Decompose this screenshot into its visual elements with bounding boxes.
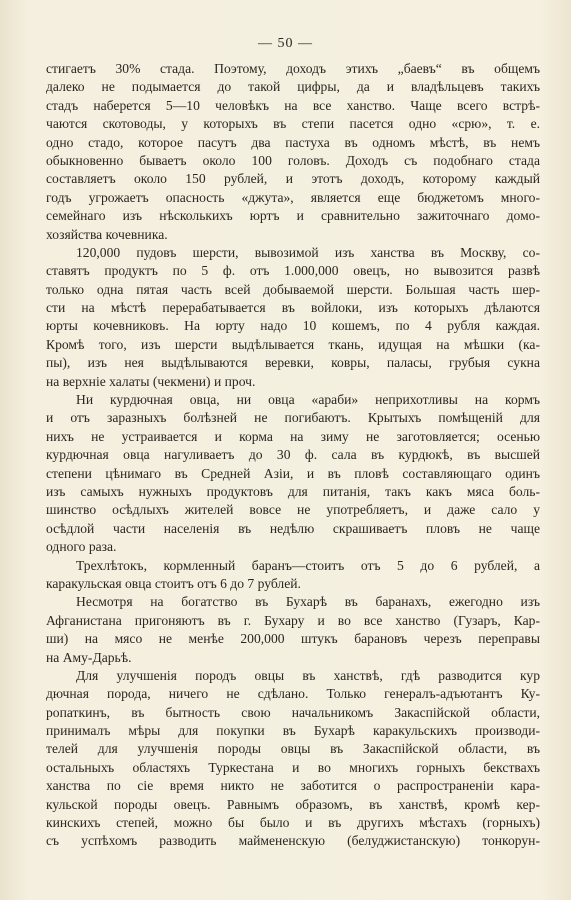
- text-line: принималъ мѣры для покупки въ Бухарѣ каракульскихъ производи-: [46, 723, 540, 739]
- text-line: дючная порода, ничего не сдѣлано. Только генералъ-адъютантъ Ку-: [46, 686, 540, 702]
- text-line: нихъ не устраивается и корма на зиму не заготовляется; осенью: [46, 428, 540, 444]
- text-line: и отъ заразныхъ болѣзней не погибаютъ. Крытыхъ помѣщеній для: [46, 410, 540, 426]
- paragraph: [46, 244, 540, 391]
- text-line: ханства по сіе время никто не заботится о распространеніи кара-: [46, 778, 540, 794]
- text-line: обыкновенно бываетъ около 100 головъ. Доходъ съ подобнаго стада: [46, 152, 540, 168]
- text-line: Для улучшенія породъ овцы въ ханствѣ, гдѣ разводится кур: [76, 667, 540, 683]
- text-line: только одна пятая часть всей добываемой шерсти. Большая часть шер-: [46, 281, 540, 297]
- text-line: одного раза.: [46, 539, 117, 555]
- paragraph: [46, 667, 540, 851]
- text-line: стадъ наберется 5—10 человѣкъ на все ханство. Чаще всего встрѣ-: [46, 97, 540, 113]
- text-line: каракульская овца стоитъ отъ 6 до 7 рублей.: [46, 575, 301, 591]
- text-line: далеко не подымается до такой цифры, да и владѣльцевъ такихъ: [46, 79, 540, 95]
- text-line: Кромѣ того, изъ шерсти выдѣлывается ткань, идущая на мѣшки (ка-: [46, 336, 540, 352]
- text-line: сти на мѣстѣ перерабатывается въ войлоки, изъ которыхъ дѣлаются: [46, 300, 540, 316]
- text-line: хозяйства кочевника.: [46, 226, 168, 242]
- text-line: курдючная овца нагуливаетъ до 30 ф. сала въ курдюкѣ, въ высшей: [46, 447, 540, 463]
- text-line: степени цѣнимаго въ Средней Азіи, и въ пловѣ составляющаго одинъ: [46, 465, 540, 481]
- text-line: съ успѣхомъ разводить маймененскую (белуджистанскую) тонкорун-: [46, 833, 540, 849]
- text-line: осѣдлой части населенія въ недѣлю скрашиваетъ пловъ не чаще: [46, 520, 540, 536]
- text-line: шинство осѣдлыхъ жителей вовсе не употребляетъ, и даже сало у: [46, 502, 540, 518]
- text-line: одно стадо, которое пасутъ два пастуха въ одномъ мѣстѣ, въ немъ: [46, 134, 540, 150]
- text-line: юрты кочевниковъ. На юрту надо 10 кошемъ, по 4 рубля каждая.: [46, 318, 540, 334]
- text-line: составляетъ около 150 рублей, и этотъ доходъ, которому каждый: [46, 171, 540, 187]
- paragraph: [46, 557, 540, 594]
- text-line: кинскихъ степей, можно бы было и въ другихъ мѣстахъ (горныхъ): [46, 815, 540, 831]
- text-line: на Аму-Дарьѣ.: [46, 649, 132, 665]
- text-line: семейнаго изъ нѣсколькихъ юртъ и сравнительно зажиточнаго домо-: [46, 208, 540, 224]
- paragraph: [46, 593, 540, 667]
- text-line: на верхніе халаты (чекмени) и проч.: [46, 373, 256, 389]
- text-line: телей для улучшенія породы овцы въ Закаспійской области, въ: [46, 741, 540, 757]
- text-line: кульской породы овецъ. Равнымъ образомъ, въ ханствѣ, кромѣ кер-: [46, 796, 540, 812]
- paragraph: [46, 60, 540, 244]
- text-line: Несмотря на богатство въ Бухарѣ въ баранахъ, ежегодно изъ: [76, 594, 540, 610]
- page-body-text: [46, 60, 540, 851]
- text-line: Афганистана пригоняютъ въ г. Бухару и во все ханство (Гузаръ, Кар-: [46, 612, 540, 628]
- text-line: чаются скотоводы, у которыхъ въ степи пасется одно «срю», т. е.: [46, 116, 540, 132]
- text-line: годъ угрожаетъ опасность «джута», является еще бюджетомъ много-: [46, 189, 540, 205]
- text-line: Ни курдючная овца, ни овца «араби» неприхотливы на кормъ: [76, 392, 540, 408]
- text-line: стигаетъ 30% стада. Поэтому, доходъ этихъ „баевъ“ въ общемъ: [46, 61, 540, 76]
- text-line: 120,000 пудовъ шерсти, вывозимой изъ ханства въ Москву, со-: [76, 244, 540, 260]
- text-line: ропаткинъ, въ бытность свою начальникомъ Закаспійской области,: [46, 704, 540, 720]
- text-line: ши) на мясо не менѣе 200,000 штукъ барановъ черезъ переправы: [46, 631, 540, 647]
- text-line: ставятъ продуктъ по 5 ф. отъ 1.000,000 овецъ, но вывозится развѣ: [46, 263, 540, 279]
- text-line: пы), изъ нея выдѣлываются веревки, ковры, паласы, грубыя сукна: [46, 355, 540, 371]
- text-line: остальныхъ областяхъ Туркестана и во многихъ горныхъ бекствахъ: [46, 759, 540, 775]
- page-number: — 50 —: [258, 36, 313, 51]
- paragraph: [46, 391, 540, 557]
- text-line: Трехлѣтокъ, кормленный баранъ—стоитъ отъ 5 до 6 рублей, а: [76, 557, 540, 573]
- text-line: изъ самыхъ нужныхъ продуктовъ для питанія, такъ какъ мяса боль-: [46, 483, 540, 499]
